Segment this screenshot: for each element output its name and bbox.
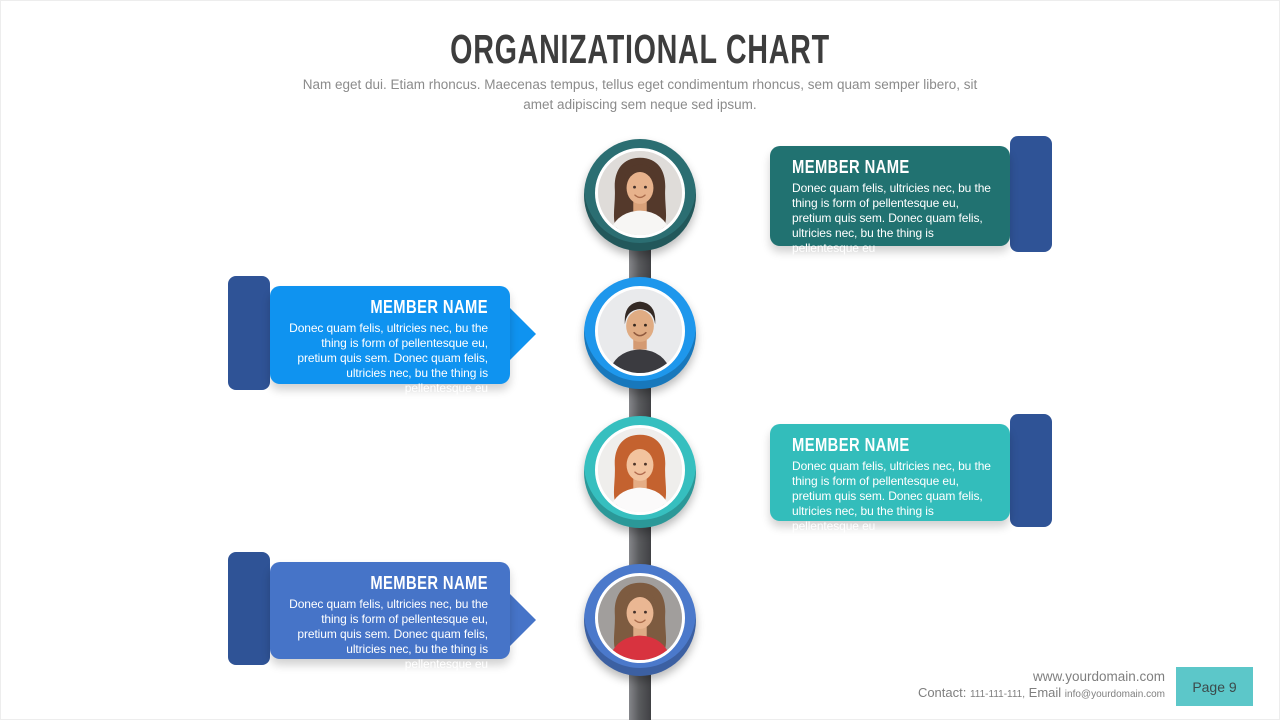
member-description: Donec quam felis, ultricies nec, bu the thing is form of pellentesque eu, pretium quis sem. Donec quam felis, ultricies nec, bu the thing is pellentesque eu bbox=[792, 459, 991, 533]
email-address: info@yourdomain.com bbox=[1064, 689, 1165, 701]
member-card-1 bbox=[770, 146, 1010, 255]
accent-bar bbox=[1010, 414, 1052, 527]
woman-red-top-illustration bbox=[598, 576, 682, 660]
member-name: MEMBER NAME bbox=[370, 297, 488, 317]
man-short-dark-hair-illustration bbox=[598, 289, 682, 373]
member-card-3 bbox=[770, 424, 1010, 533]
member-card-body bbox=[270, 286, 510, 395]
member-name: MEMBER NAME bbox=[370, 573, 488, 593]
woman-dark-curly-hair-illustration bbox=[598, 151, 682, 235]
member-description: Donec quam felis, ultricies nec, bu the thing is form of pellentesque eu, pretium quis sem. Donec quam felis, ultricies nec, bu the thing is pellentesque eu bbox=[792, 181, 991, 255]
footer-contact-line bbox=[918, 685, 1165, 702]
card-arrow-left bbox=[744, 169, 771, 223]
avatar-photo-man-short-dark-hair bbox=[595, 286, 685, 376]
contact-number: 111-111-111, bbox=[969, 689, 1026, 701]
avatar-photo-woman-dark-curly-hair bbox=[595, 148, 685, 238]
email-label: Email bbox=[1028, 685, 1062, 701]
card-arrow-right bbox=[509, 307, 536, 361]
woman-red-hair-illustration bbox=[598, 428, 682, 512]
footer bbox=[918, 669, 1165, 702]
avatar-photo-woman-red-hair bbox=[595, 425, 685, 515]
avatar-node-4 bbox=[584, 564, 696, 676]
avatar-node-3 bbox=[584, 416, 696, 528]
page-title: ORGANIZATIONAL CHART bbox=[450, 26, 830, 72]
member-description: Donec quam felis, ultricies nec, bu the thing is form of pellentesque eu, pretium quis sem. Donec quam felis, ultricies nec, bu the thing is pellentesque eu bbox=[289, 597, 488, 671]
footer-website: www.yourdomain.com bbox=[1032, 669, 1165, 684]
member-name: MEMBER NAME bbox=[792, 157, 910, 177]
card-arrow-left bbox=[744, 445, 771, 499]
avatar-node-2 bbox=[584, 277, 696, 389]
member-card-body bbox=[770, 424, 1010, 533]
member-card-body bbox=[770, 146, 1010, 255]
avatar-node-1 bbox=[584, 139, 696, 251]
member-card-body bbox=[270, 562, 510, 671]
accent-bar bbox=[228, 276, 270, 390]
contact-label: Contact: bbox=[917, 685, 967, 701]
avatar-photo-woman-red-top bbox=[595, 573, 685, 663]
accent-bar bbox=[228, 552, 270, 665]
member-card-2 bbox=[270, 286, 510, 395]
member-description: Donec quam felis, ultricies nec, bu the thing is form of pellentesque eu, pretium quis sem. Donec quam felis, ultricies nec, bu the thing is pellentesque eu bbox=[289, 321, 488, 395]
member-name: MEMBER NAME bbox=[792, 435, 910, 455]
card-arrow-right bbox=[509, 593, 536, 647]
slide-subtitle: Nam eget dui. Etiam rhoncus. Maecenas tempus, tellus eget condimentum rhoncus, sem quam semper libero, sit amet adipiscing sem neque sed ipsum. bbox=[302, 77, 978, 113]
member-card-4 bbox=[270, 562, 510, 671]
page-number-badge: Page 9 bbox=[1176, 667, 1253, 706]
accent-bar bbox=[1010, 136, 1052, 252]
